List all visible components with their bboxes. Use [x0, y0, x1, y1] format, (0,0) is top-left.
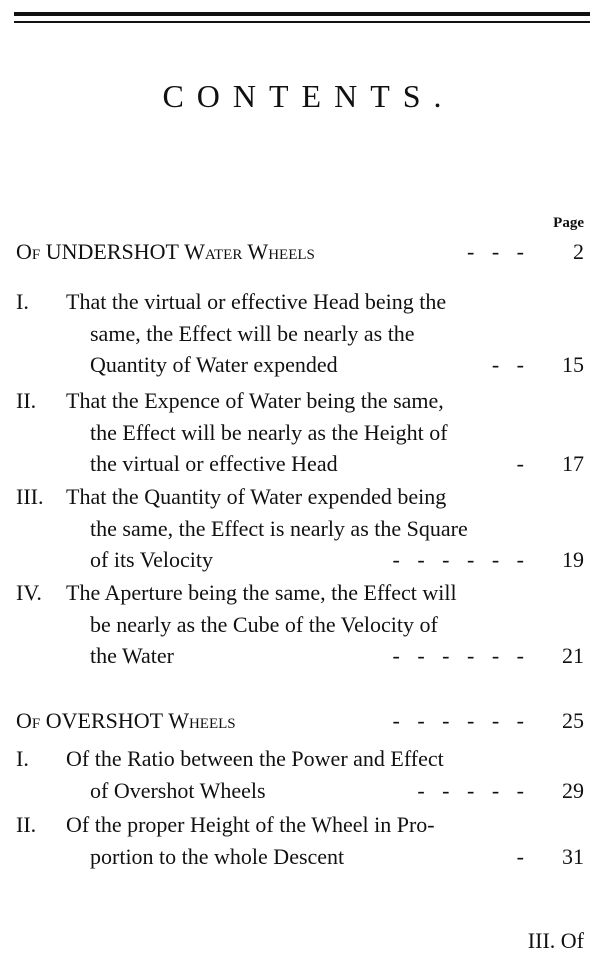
top-rule-thin	[14, 21, 590, 23]
page-number: 17	[562, 451, 584, 476]
leader-dots: -	[516, 843, 530, 869]
page-number: 15	[562, 352, 584, 377]
leader-dots: - - -	[467, 239, 530, 264]
page-number: 31	[562, 843, 584, 869]
page-number: 19	[562, 547, 584, 572]
page-title: CONTENTS.	[162, 78, 455, 114]
toc-entry: II. Of the proper Height of the Wheel in Pro- portion to the whole Descent - 31	[16, 809, 584, 872]
top-rule-thick	[14, 12, 590, 16]
catchword: III. Of	[527, 928, 584, 953]
leader-dots: -	[516, 451, 530, 476]
toc-entry: I. Of the Ratio between the Power and Effect of Overshot Wheels - - - - - 29	[16, 743, 584, 806]
toc-entry: IV. The Aperture being the same, the Effect will be nearly as the Cube of the Velocity of the Water - - - - - - 21	[16, 577, 584, 672]
page-number: 29	[562, 777, 584, 803]
leader-dots: - - - - - -	[392, 643, 530, 668]
section-heading-undershot: Of UNDERSHOT Water Wheels - - - 2	[16, 239, 584, 264]
leader-dots: - - - - - -	[392, 547, 530, 572]
page-number: 25	[562, 708, 584, 733]
leader-dots: - - - - - -	[392, 708, 530, 733]
section-heading-overshot: Of OVERSHOT Wheels - - - - - - 25	[16, 708, 584, 733]
page-number: 2	[573, 239, 584, 264]
toc-entry: III. That the Quantity of Water expended being the same, the Effect is nearly as the Square of its Velocity - - - - - - 19	[16, 481, 584, 576]
toc-entry: I. That the virtual or effective Head being the same, the Effect will be nearly as the Quantity of Water expended - - 15	[16, 286, 584, 381]
leader-dots: - - - - -	[417, 777, 530, 803]
page-column-label: Page	[553, 215, 584, 231]
toc-entry: II. That the Expence of Water being the same, the Effect will be nearly as the Height of the virtual or effective Head - 17	[16, 385, 584, 480]
page-number: 21	[562, 643, 584, 668]
leader-dots: - -	[491, 352, 530, 377]
